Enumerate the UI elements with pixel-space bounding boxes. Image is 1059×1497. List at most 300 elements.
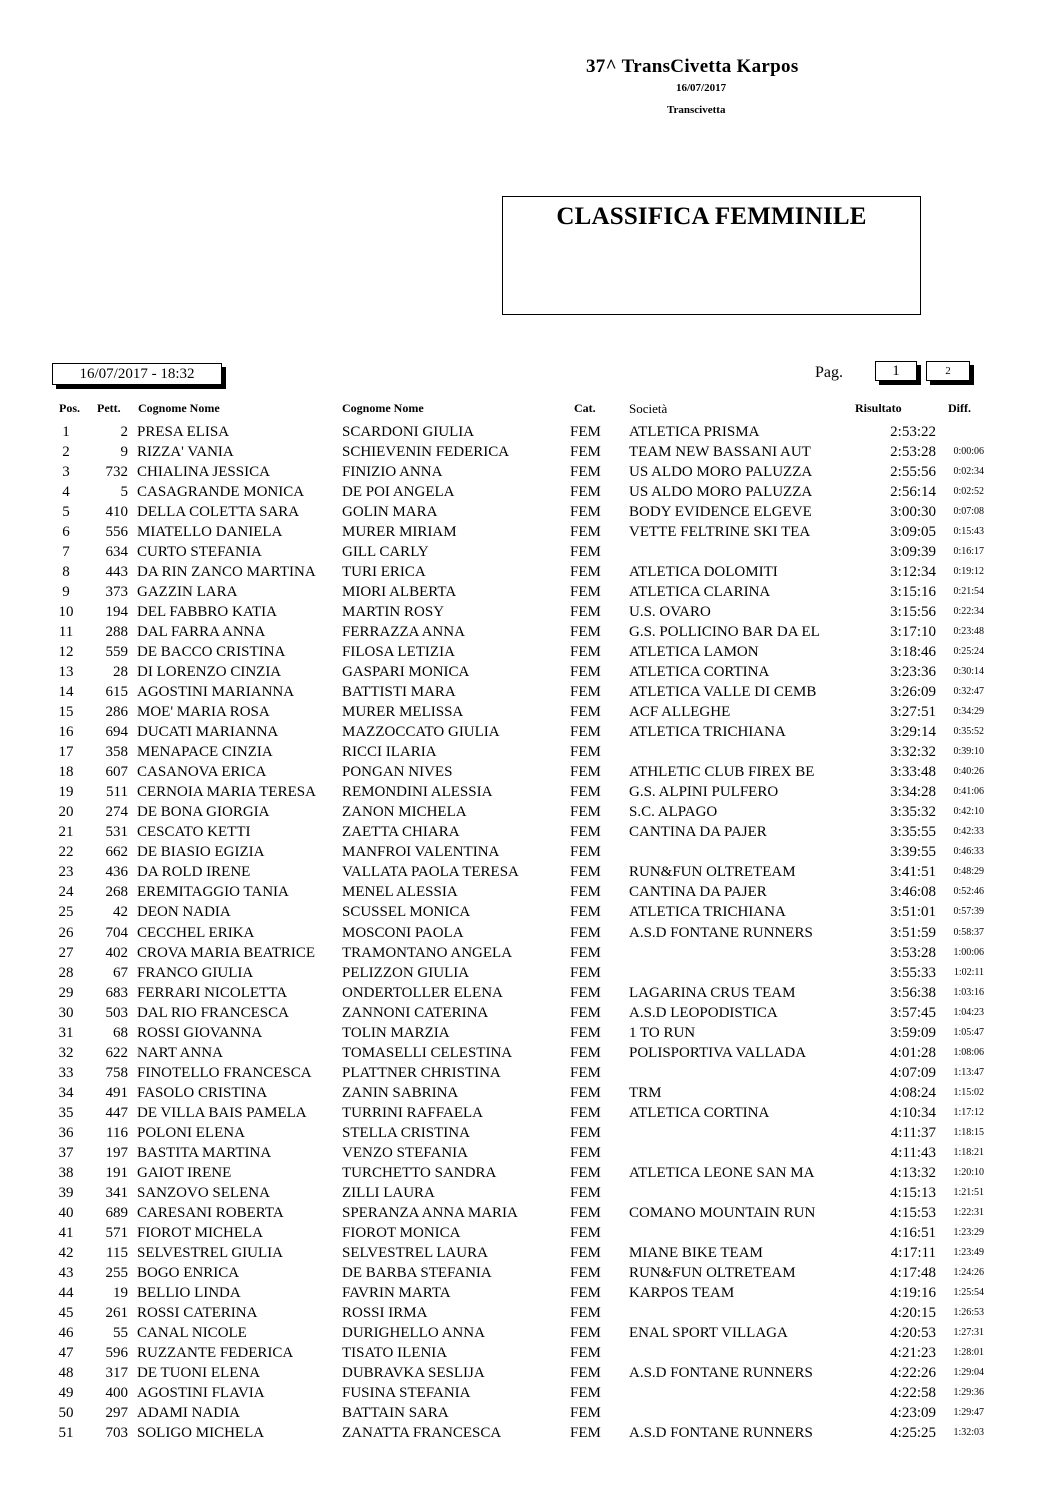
position: 35 bbox=[58, 1104, 74, 1121]
bib-number: 297 bbox=[105, 1404, 128, 1421]
position: 23 bbox=[58, 864, 74, 881]
society: MIANE BIKE TEAM bbox=[629, 1244, 763, 1261]
position: 51 bbox=[58, 1425, 74, 1441]
bib-number: 607 bbox=[105, 764, 128, 781]
position: 22 bbox=[58, 844, 74, 861]
athlete-name-2: SELVESTREL LAURA bbox=[342, 1244, 488, 1261]
athlete-name-1: ROSSI CATERINA bbox=[137, 1304, 258, 1321]
society: ATLETICA TRICHIANA bbox=[629, 724, 786, 741]
time-gap: 1:20:10 bbox=[953, 1166, 984, 1178]
position: 29 bbox=[58, 984, 74, 1001]
society: A.S.D FONTANE RUNNERS bbox=[629, 1425, 813, 1441]
society: A.S.D FONTANE RUNNERS bbox=[629, 924, 813, 941]
table-row bbox=[0, 964, 1059, 984]
col-header-diff: Diff. bbox=[948, 401, 971, 415]
category: FEM bbox=[570, 544, 601, 561]
category: FEM bbox=[570, 1304, 601, 1321]
table-row bbox=[0, 663, 1059, 683]
category: FEM bbox=[570, 1144, 601, 1161]
athlete-name-2: VALLATA PAOLA TERESA bbox=[342, 864, 519, 881]
position: 41 bbox=[58, 1224, 74, 1241]
time-gap: 0:02:34 bbox=[953, 466, 984, 478]
athlete-name-1: DEL FABBRO KATIA bbox=[137, 604, 278, 621]
athlete-name-1: DAL RIO FRANCESCA bbox=[137, 1004, 289, 1021]
category: FEM bbox=[570, 584, 601, 601]
bib-number: 317 bbox=[105, 1364, 128, 1381]
bib-number: 503 bbox=[105, 1004, 128, 1021]
bib-number: 615 bbox=[105, 684, 128, 701]
athlete-name-2: MIORI ALBERTA bbox=[342, 584, 457, 601]
result-time: 4:25:25 bbox=[890, 1425, 936, 1441]
table-row bbox=[0, 843, 1059, 863]
result-time: 3:09:39 bbox=[890, 544, 936, 561]
position: 36 bbox=[58, 1124, 74, 1141]
table-row bbox=[0, 883, 1059, 903]
society: POLISPORTIVA VALLADA bbox=[629, 1044, 807, 1061]
position: 8 bbox=[62, 564, 70, 581]
athlete-name-1: DE TUONI ELENA bbox=[137, 1364, 261, 1381]
category: FEM bbox=[570, 604, 601, 621]
athlete-name-1: NART ANNA bbox=[137, 1044, 223, 1061]
athlete-name-1: AGOSTINI FLAVIA bbox=[137, 1384, 265, 1401]
society: KARPOS TEAM bbox=[629, 1284, 735, 1301]
event-date: 16/07/2017 bbox=[676, 82, 727, 94]
position: 15 bbox=[58, 704, 74, 721]
result-time: 3:17:10 bbox=[890, 624, 936, 641]
result-time: 3:46:08 bbox=[890, 884, 936, 901]
table-row bbox=[0, 1184, 1059, 1204]
time-gap: 0:42:33 bbox=[953, 826, 984, 838]
athlete-name-2: MAZZOCCATO GIULIA bbox=[342, 724, 500, 741]
athlete-name-1: DE BONA GIORGIA bbox=[137, 804, 270, 821]
athlete-name-2: FINIZIO ANNA bbox=[342, 464, 443, 481]
athlete-name-1: CANAL NICOLE bbox=[137, 1324, 247, 1341]
category: FEM bbox=[570, 1184, 601, 1201]
athlete-name-1: DEON NADIA bbox=[137, 904, 231, 921]
position: 10 bbox=[58, 604, 74, 621]
time-gap: 0:19:12 bbox=[953, 566, 984, 578]
position: 46 bbox=[58, 1324, 74, 1341]
athlete-name-2: MOSCONI PAOLA bbox=[342, 924, 464, 941]
athlete-name-2: TURCHETTO SANDRA bbox=[342, 1164, 497, 1181]
table-row bbox=[0, 1124, 1059, 1144]
table-row bbox=[0, 643, 1059, 663]
time-gap: 0:30:14 bbox=[953, 666, 984, 678]
time-gap: 1:26:53 bbox=[953, 1306, 984, 1318]
bib-number: 19 bbox=[113, 1284, 128, 1301]
bib-number: 443 bbox=[105, 564, 128, 581]
athlete-name-1: ROSSI GIOVANNA bbox=[137, 1024, 263, 1041]
table-row bbox=[0, 1024, 1059, 1044]
table-row bbox=[0, 543, 1059, 563]
athlete-name-2: SCUSSEL MONICA bbox=[342, 904, 471, 921]
col-header-name1: Cognome Nome bbox=[138, 401, 220, 415]
category: FEM bbox=[570, 1425, 601, 1441]
athlete-name-2: SPERANZA ANNA MARIA bbox=[342, 1204, 518, 1221]
athlete-name-1: MOE' MARIA ROSA bbox=[137, 704, 270, 721]
bib-number: 491 bbox=[105, 1084, 128, 1101]
result-time: 3:12:34 bbox=[890, 564, 936, 581]
bib-number: 197 bbox=[105, 1144, 128, 1161]
time-gap: 1:23:49 bbox=[953, 1246, 984, 1258]
athlete-name-1: RUZZANTE FEDERICA bbox=[137, 1344, 294, 1361]
athlete-name-1: DI LORENZO CINZIA bbox=[137, 664, 282, 681]
bib-number: 556 bbox=[105, 524, 128, 541]
table-row bbox=[0, 863, 1059, 883]
result-time: 3:27:51 bbox=[890, 704, 936, 721]
athlete-name-1: DAL FARRA ANNA bbox=[137, 624, 266, 641]
position: 50 bbox=[58, 1404, 74, 1421]
position: 4 bbox=[62, 484, 70, 501]
athlete-name-2: DE POI ANGELA bbox=[342, 484, 455, 501]
category: FEM bbox=[570, 1224, 601, 1241]
bib-number: 634 bbox=[105, 544, 128, 561]
result-time: 3:15:16 bbox=[890, 584, 936, 601]
bib-number: 191 bbox=[105, 1164, 128, 1181]
position: 19 bbox=[58, 784, 74, 801]
athlete-name-2: FERRAZZA ANNA bbox=[342, 624, 465, 641]
classification-title: CLASSIFICA FEMMINILE bbox=[556, 203, 867, 230]
athlete-name-2: ONDERTOLLER ELENA bbox=[342, 984, 503, 1001]
bib-number: 704 bbox=[105, 924, 128, 941]
society: US ALDO MORO PALUZZA bbox=[629, 464, 813, 481]
society: ATLETICA VALLE DI CEMB bbox=[629, 684, 817, 701]
category: FEM bbox=[570, 1024, 601, 1041]
table-row bbox=[0, 1144, 1059, 1164]
position: 47 bbox=[58, 1344, 74, 1361]
category: FEM bbox=[570, 784, 601, 801]
category: FEM bbox=[570, 1384, 601, 1401]
time-gap: 1:29:36 bbox=[953, 1386, 984, 1398]
result-time: 3:18:46 bbox=[890, 644, 936, 661]
athlete-name-2: RICCI ILARIA bbox=[342, 744, 437, 761]
society: RUN&FUN OLTRETEAM bbox=[629, 1264, 796, 1281]
category: FEM bbox=[570, 704, 601, 721]
category: FEM bbox=[570, 1244, 601, 1261]
table-row bbox=[0, 423, 1059, 443]
position: 28 bbox=[58, 964, 74, 981]
athlete-name-2: MURER MELISSA bbox=[342, 704, 464, 721]
athlete-name-1: MENAPACE CINZIA bbox=[137, 744, 273, 761]
society: G.S. ALPINI PULFERO bbox=[629, 784, 779, 801]
table-row bbox=[0, 903, 1059, 923]
time-gap: 0:07:08 bbox=[953, 506, 984, 518]
time-gap: 0:48:29 bbox=[953, 866, 984, 878]
table-row bbox=[0, 984, 1059, 1004]
time-gap: 1:25:54 bbox=[953, 1286, 984, 1298]
bib-number: 5 bbox=[120, 484, 128, 501]
time-gap: 0:25:24 bbox=[953, 646, 984, 658]
athlete-name-2: MANFROI VALENTINA bbox=[342, 844, 500, 861]
athlete-name-2: SCARDONI GIULIA bbox=[342, 424, 475, 440]
time-gap: 1:29:47 bbox=[953, 1406, 984, 1418]
bib-number: 694 bbox=[105, 724, 128, 741]
position: 7 bbox=[62, 544, 70, 561]
bib-number: 703 bbox=[105, 1425, 128, 1441]
result-time: 3:35:32 bbox=[890, 804, 936, 821]
result-time: 3:55:33 bbox=[890, 964, 936, 981]
bib-number: 622 bbox=[105, 1044, 128, 1061]
athlete-name-1: CROVA MARIA BEATRICE bbox=[137, 944, 316, 961]
bib-number: 194 bbox=[105, 604, 128, 621]
table-row bbox=[0, 1204, 1059, 1224]
athlete-name-1: GAZZIN LARA bbox=[137, 584, 238, 601]
table-row bbox=[0, 503, 1059, 523]
time-gap: 1:27:31 bbox=[953, 1326, 984, 1338]
result-time: 2:53:22 bbox=[890, 424, 936, 440]
athlete-name-1: CESCATO KETTI bbox=[137, 824, 251, 841]
result-time: 2:55:56 bbox=[890, 464, 936, 481]
time-gap: 0:41:06 bbox=[953, 786, 984, 798]
category: FEM bbox=[570, 924, 601, 941]
page-label: Pag. bbox=[815, 364, 843, 381]
table-row bbox=[0, 1344, 1059, 1364]
bib-number: 55 bbox=[113, 1324, 128, 1341]
society: RUN&FUN OLTRETEAM bbox=[629, 864, 796, 881]
society: ATHLETIC CLUB FIREX BE bbox=[629, 764, 815, 781]
athlete-name-2: TRAMONTANO ANGELA bbox=[342, 944, 513, 961]
table-row bbox=[0, 1264, 1059, 1284]
category: FEM bbox=[570, 1164, 601, 1181]
athlete-name-2: ROSSI IRMA bbox=[342, 1304, 428, 1321]
table-row bbox=[0, 463, 1059, 483]
time-gap: 0:00:06 bbox=[953, 446, 984, 458]
athlete-name-1: SOLIGO MICHELA bbox=[137, 1425, 265, 1441]
time-gap: 0:58:37 bbox=[953, 926, 984, 938]
time-gap: 0:34:29 bbox=[953, 706, 984, 718]
time-gap: 1:18:15 bbox=[953, 1126, 984, 1138]
page-current: 1 bbox=[875, 361, 917, 381]
category: FEM bbox=[570, 664, 601, 681]
table-row bbox=[0, 924, 1059, 944]
position: 42 bbox=[58, 1244, 74, 1261]
time-gap: 0:39:10 bbox=[953, 746, 984, 758]
athlete-name-1: MIATELLO DANIELA bbox=[137, 524, 283, 541]
athlete-name-1: DA ROLD IRENE bbox=[137, 864, 251, 881]
athlete-name-2: ZANNONI CATERINA bbox=[342, 1004, 489, 1021]
result-time: 3:57:45 bbox=[890, 1004, 936, 1021]
athlete-name-2: REMONDINI ALESSIA bbox=[342, 784, 493, 801]
bib-number: 67 bbox=[113, 964, 128, 981]
result-time: 4:08:24 bbox=[890, 1084, 936, 1101]
society: ATLETICA CORTINA bbox=[629, 1104, 770, 1121]
table-row bbox=[0, 1384, 1059, 1404]
society: COMANO MOUNTAIN RUN bbox=[629, 1204, 816, 1221]
bib-number: 268 bbox=[105, 884, 128, 901]
position: 33 bbox=[58, 1064, 74, 1081]
time-gap: 1:29:04 bbox=[953, 1366, 984, 1378]
position: 2 bbox=[62, 444, 70, 461]
athlete-name-2: BATTISTI MARA bbox=[342, 684, 456, 701]
position: 6 bbox=[62, 524, 70, 541]
bib-number: 683 bbox=[105, 984, 128, 1001]
time-gap: 1:15:02 bbox=[953, 1086, 984, 1098]
category: FEM bbox=[570, 844, 601, 861]
result-time: 2:56:14 bbox=[890, 484, 936, 501]
col-header-bib: Pett. bbox=[97, 401, 121, 415]
athlete-name-1: ADAMI NADIA bbox=[137, 1404, 240, 1421]
category: FEM bbox=[570, 1404, 601, 1421]
athlete-name-1: FERRARI NICOLETTA bbox=[137, 984, 288, 1001]
table-row bbox=[0, 723, 1059, 743]
position: 13 bbox=[58, 664, 74, 681]
result-time: 4:22:58 bbox=[890, 1384, 936, 1401]
athlete-name-1: AGOSTINI MARIANNA bbox=[137, 684, 295, 701]
bib-number: 559 bbox=[105, 644, 128, 661]
society: ATLETICA PRISMA bbox=[629, 424, 760, 440]
result-time: 4:10:34 bbox=[890, 1104, 936, 1121]
time-gap: 1:17:12 bbox=[953, 1106, 984, 1118]
time-gap: 1:18:21 bbox=[953, 1146, 984, 1158]
result-time: 3:15:56 bbox=[890, 604, 936, 621]
athlete-name-2: FUSINA STEFANIA bbox=[342, 1384, 471, 1401]
category: FEM bbox=[570, 504, 601, 521]
bib-number: 286 bbox=[105, 704, 128, 721]
table-row bbox=[0, 1304, 1059, 1324]
position: 18 bbox=[58, 764, 74, 781]
athlete-name-2: ZANIN SABRINA bbox=[342, 1084, 459, 1101]
position: 24 bbox=[58, 884, 74, 901]
athlete-name-2: TURRINI RAFFAELA bbox=[342, 1104, 483, 1121]
society: CANTINA DA PAJER bbox=[629, 824, 767, 841]
time-gap: 0:21:54 bbox=[953, 586, 984, 598]
bib-number: 261 bbox=[105, 1304, 128, 1321]
society: U.S. OVARO bbox=[629, 604, 711, 621]
category: FEM bbox=[570, 684, 601, 701]
time-gap: 1:21:51 bbox=[953, 1186, 984, 1198]
col-header-name2: Cognome Nome bbox=[342, 401, 424, 415]
result-time: 3:56:38 bbox=[890, 984, 936, 1001]
athlete-name-2: MURER MIRIAM bbox=[342, 524, 457, 541]
position: 12 bbox=[58, 644, 74, 661]
result-time: 4:01:28 bbox=[890, 1044, 936, 1061]
result-time: 2:53:28 bbox=[890, 444, 936, 461]
athlete-name-1: CASANOVA ERICA bbox=[137, 764, 267, 781]
position: 32 bbox=[58, 1044, 74, 1061]
category: FEM bbox=[570, 884, 601, 901]
time-gap: 0:57:39 bbox=[953, 906, 984, 918]
time-gap: 0:42:10 bbox=[953, 806, 984, 818]
position: 20 bbox=[58, 804, 74, 821]
bib-number: 400 bbox=[105, 1384, 128, 1401]
category: FEM bbox=[570, 1324, 601, 1341]
event-title: 37^ TransCivetta Karpos bbox=[586, 56, 799, 77]
result-time: 3:23:36 bbox=[890, 664, 936, 681]
society: VETTE FELTRINE SKI TEA bbox=[629, 524, 811, 541]
bib-number: 116 bbox=[106, 1124, 128, 1141]
col-header-pos: Pos. bbox=[59, 401, 80, 415]
position: 3 bbox=[62, 464, 70, 481]
bib-number: 358 bbox=[105, 744, 128, 761]
category: FEM bbox=[570, 724, 601, 741]
society: S.C. ALPAGO bbox=[629, 804, 718, 821]
table-row bbox=[0, 944, 1059, 964]
society: A.S.D FONTANE RUNNERS bbox=[629, 1364, 813, 1381]
athlete-name-1: CHIALINA JESSICA bbox=[137, 464, 270, 481]
athlete-name-1: BASTITA MARTINA bbox=[137, 1144, 272, 1161]
athlete-name-1: FRANCO GIULIA bbox=[137, 964, 254, 981]
category: FEM bbox=[570, 1284, 601, 1301]
society: ACF ALLEGHE bbox=[629, 704, 731, 721]
society: BODY EVIDENCE ELGEVE bbox=[629, 504, 812, 521]
athlete-name-1: DELLA COLETTA SARA bbox=[137, 504, 300, 521]
result-time: 4:19:16 bbox=[890, 1284, 936, 1301]
athlete-name-2: TOLIN MARZIA bbox=[342, 1024, 450, 1041]
athlete-name-2: ZAETTA CHIARA bbox=[342, 824, 460, 841]
bib-number: 288 bbox=[105, 624, 128, 641]
category: FEM bbox=[570, 804, 601, 821]
society: 1 TO RUN bbox=[629, 1024, 696, 1041]
society: TEAM NEW BASSANI AUT bbox=[629, 444, 811, 461]
category: FEM bbox=[570, 1084, 601, 1101]
athlete-name-2: PLATTNER CHRISTINA bbox=[342, 1064, 501, 1081]
time-gap: 1:04:23 bbox=[953, 1006, 984, 1018]
society: ATLETICA CLARINA bbox=[629, 584, 771, 601]
bib-number: 115 bbox=[106, 1244, 128, 1261]
position: 39 bbox=[58, 1184, 74, 1201]
position: 9 bbox=[62, 584, 70, 601]
time-gap: 1:22:31 bbox=[953, 1206, 984, 1218]
time-gap: 1:05:47 bbox=[953, 1026, 984, 1038]
time-gap: 0:23:48 bbox=[953, 626, 984, 638]
athlete-name-1: RIZZA' VANIA bbox=[137, 444, 234, 461]
result-time: 3:39:55 bbox=[890, 844, 936, 861]
bib-number: 410 bbox=[105, 504, 128, 521]
time-gap: 1:13:47 bbox=[953, 1066, 984, 1078]
result-time: 4:17:11 bbox=[890, 1244, 936, 1261]
result-time: 4:16:51 bbox=[890, 1224, 936, 1241]
position: 38 bbox=[58, 1164, 74, 1181]
society: A.S.D LEOPODISTICA bbox=[629, 1004, 778, 1021]
result-time: 4:23:09 bbox=[890, 1404, 936, 1421]
athlete-name-1: FASOLO CRISTINA bbox=[137, 1084, 268, 1101]
position: 37 bbox=[58, 1144, 74, 1161]
bib-number: 447 bbox=[105, 1104, 128, 1121]
result-time: 3:00:30 bbox=[890, 504, 936, 521]
table-row bbox=[0, 1284, 1059, 1304]
result-time: 3:51:59 bbox=[890, 924, 936, 941]
table-row bbox=[0, 563, 1059, 583]
position: 25 bbox=[58, 904, 74, 921]
result-time: 4:20:53 bbox=[890, 1324, 936, 1341]
col-header-result: Risultato bbox=[855, 401, 902, 415]
category: FEM bbox=[570, 744, 601, 761]
athlete-name-2: DURIGHELLO ANNA bbox=[342, 1324, 485, 1341]
category: FEM bbox=[570, 864, 601, 881]
page-total: 2 bbox=[926, 361, 970, 381]
category: FEM bbox=[570, 904, 601, 921]
time-gap: 1:02:11 bbox=[953, 966, 984, 978]
bib-number: 2 bbox=[120, 424, 128, 440]
society: ATLETICA LEONE SAN MA bbox=[629, 1164, 815, 1181]
position: 45 bbox=[58, 1304, 74, 1321]
time-gap: 0:35:52 bbox=[953, 726, 984, 738]
table-row bbox=[0, 1324, 1059, 1344]
bib-number: 28 bbox=[113, 664, 128, 681]
category: FEM bbox=[570, 444, 601, 461]
result-time: 3:59:09 bbox=[890, 1024, 936, 1041]
time-gap: 1:24:26 bbox=[953, 1266, 984, 1278]
table-row bbox=[0, 1244, 1059, 1264]
result-time: 3:53:28 bbox=[890, 944, 936, 961]
table-row bbox=[0, 1364, 1059, 1384]
table-row bbox=[0, 783, 1059, 803]
result-time: 3:34:28 bbox=[890, 784, 936, 801]
athlete-name-1: DE BIASIO EGIZIA bbox=[137, 844, 265, 861]
athlete-name-1: CASAGRANDE MONICA bbox=[137, 484, 305, 501]
table-row bbox=[0, 1044, 1059, 1064]
col-header-society: Società bbox=[629, 401, 668, 416]
